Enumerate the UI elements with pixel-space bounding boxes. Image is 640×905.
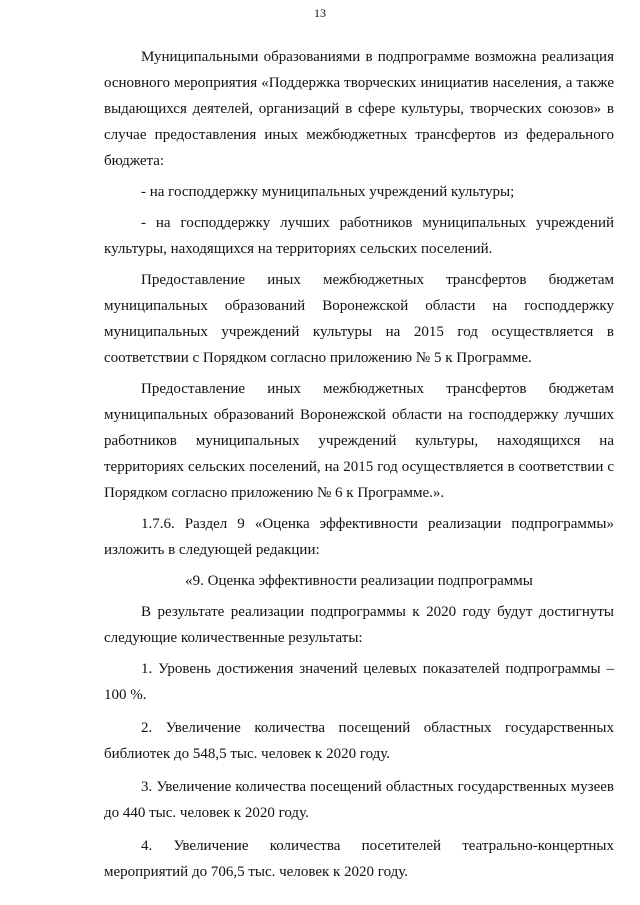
- paragraph-section-amendment: 1.7.6. Раздел 9 «Оценка эффективности реализации подпрограммы» изложить в следующей редакции:: [104, 516, 614, 558]
- paragraph-results-intro: В результате реализации подпрограммы к 2020 году будут достигнуты следующие количественные результаты:: [104, 604, 614, 646]
- page-number: 13: [314, 6, 326, 20]
- list-item-support-institutions: - на господдержку муниципальных учреждений культуры;: [141, 184, 515, 200]
- paragraph-transfer-institutions: Предоставление иных межбюджетных трансфертов бюджетам муниципальных образований Воронежской области на господдержку муниципальных учреждений культуры на 2015 год осуществляется в соответствии с Порядком согласно приложению № 5 к Программе.: [104, 272, 614, 366]
- result-item-2: 2. Увеличение количества посещений областных государственных библиотек до 548,5 тыс. человек к 2020 году.: [104, 720, 614, 762]
- result-item-3: 3. Увеличение количества посещений областных государственных музеев до 440 тыс. человек к 2020 году.: [104, 779, 614, 821]
- paragraph-municipal-implementation: Муниципальными образованиями в подпрограмме возможна реализация основного мероприятия «Поддержка творческих инициатив населения, а также выдающихся деятелей, организаций в сфере культуры, творческих союзов» в случае предоставления иных межбюджетных трансфертов из федерального бюджета:: [104, 49, 614, 169]
- document-body: [104, 44, 614, 885]
- result-item-4: 4. Увеличение количества посетителей театрально-концертных мероприятий до 706,5 тыс. человек к 2020 году.: [104, 838, 614, 880]
- paragraph-transfer-workers: Предоставление иных межбюджетных трансфертов бюджетам муниципальных образований Воронежской области на господдержку лучших работников муниципальных учреждений культуры, находящихся на территориях сельских поселений, на 2015 год осуществляется в соответствии с Порядком согласно приложению № 6 к Программе.».: [104, 381, 614, 501]
- result-item-1: 1. Уровень достижения значений целевых показателей подпрограммы – 100 %.: [104, 661, 614, 703]
- list-item-support-workers: - на господдержку лучших работников муниципальных учреждений культуры, находящихся на территориях сельских поселений.: [104, 215, 614, 257]
- section-title: «9. Оценка эффективности реализации подпрограммы: [185, 573, 533, 589]
